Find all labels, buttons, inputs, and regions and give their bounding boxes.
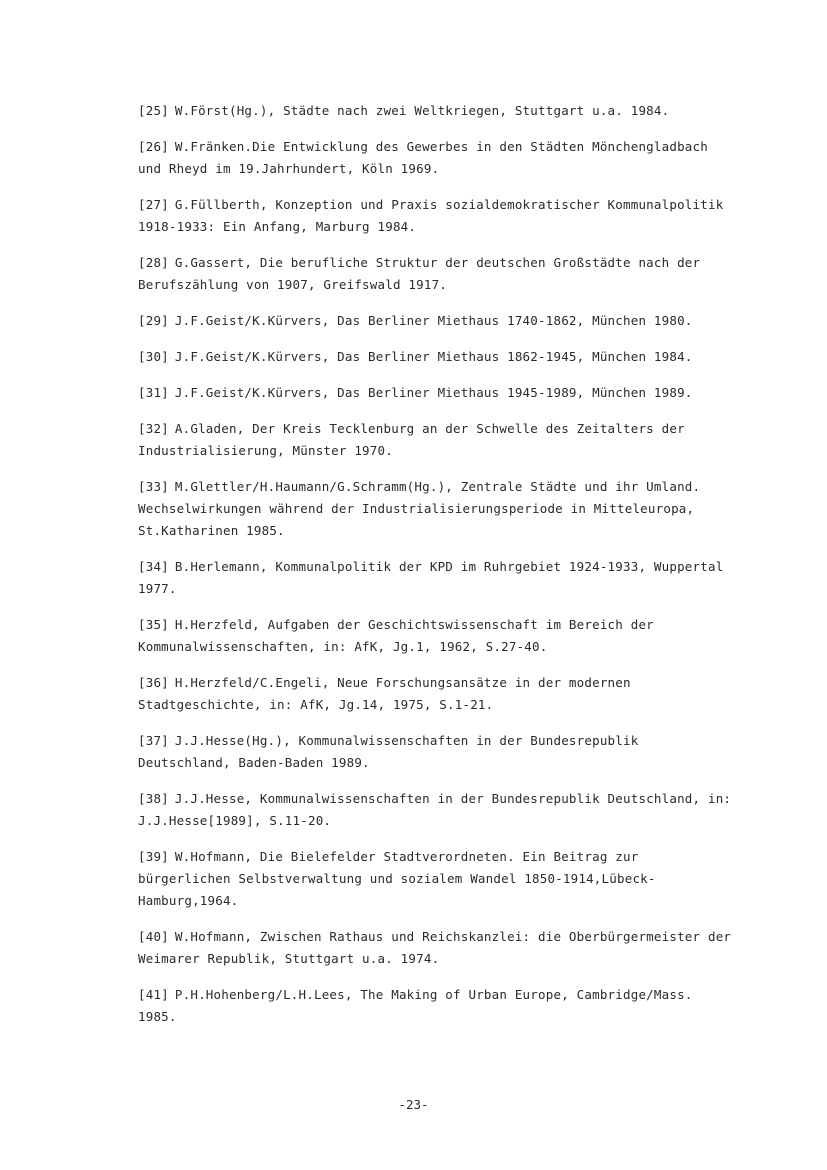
reference-number: [26] bbox=[138, 139, 169, 154]
reference-number: [41] bbox=[138, 987, 169, 1002]
page-number: -23- bbox=[398, 1097, 429, 1112]
reference-number: [25] bbox=[138, 103, 169, 118]
reference-text: J.F.Geist/K.Kürvers, Das Berliner Miethaus 1862-1945, München 1984. bbox=[174, 349, 693, 364]
reference-entry bbox=[138, 252, 738, 296]
reference-number: [28] bbox=[138, 255, 169, 270]
reference-text: H.Herzfeld/C.Engeli, Neue Forschungsansätze in der modernen Stadtgeschichte, in: AfK, Jg.14, 1975, S.1-21. bbox=[138, 675, 631, 712]
reference-entry bbox=[138, 614, 738, 658]
reference-text: G.Füllberth, Konzeption und Praxis sozialdemokratischer Kommunalpolitik 1918-1933: Ein Anfang, Marburg 1984. bbox=[138, 197, 724, 234]
reference-text: M.Glettler/H.Haumann/G.Schramm(Hg.), Zentrale Städte und ihr Umland. Wechselwirkungen während der Industrialisierungsperiode in Mitteleuropa, St.Katharinen 1985. bbox=[138, 479, 701, 538]
reference-text: J.J.Hesse, Kommunalwissenschaften in der Bundesrepublik Deutschland, in: J.J.Hesse[1989], S.11-20. bbox=[138, 791, 732, 828]
reference-number: [38] bbox=[138, 791, 169, 806]
reference-text: A.Gladen, Der Kreis Tecklenburg an der Schwelle des Zeitalters der Industrialisierung, Münster 1970. bbox=[138, 421, 685, 458]
reference-number: [27] bbox=[138, 197, 169, 212]
reference-entry bbox=[138, 346, 738, 368]
reference-entry bbox=[138, 926, 738, 970]
reference-text: W.Fränken.Die Entwicklung des Gewerbes in den Städten Mönchengladbach und Rheyd im 19.Jahrhundert, Köln 1969. bbox=[138, 139, 708, 176]
reference-number: [30] bbox=[138, 349, 169, 364]
reference-text: P.H.Hohenberg/L.H.Lees, The Making of Urban Europe, Cambridge/Mass. 1985. bbox=[138, 987, 693, 1024]
reference-number: [32] bbox=[138, 421, 169, 436]
reference-number: [35] bbox=[138, 617, 169, 632]
reference-entry bbox=[138, 984, 738, 1028]
reference-number: [40] bbox=[138, 929, 169, 944]
reference-text: W.Hofmann, Zwischen Rathaus und Reichskanzlei: die Oberbürgermeister der Weimarer Republik, Stuttgart u.a. 1974. bbox=[138, 929, 732, 966]
reference-entry bbox=[138, 310, 738, 332]
reference-text: W.Först(Hg.), Städte nach zwei Weltkriegen, Stuttgart u.a. 1984. bbox=[174, 103, 670, 118]
reference-number: [34] bbox=[138, 559, 169, 574]
reference-entry bbox=[138, 788, 738, 832]
reference-text: J.F.Geist/K.Kürvers, Das Berliner Miethaus 1740-1862, München 1980. bbox=[174, 313, 693, 328]
reference-text: G.Gassert, Die berufliche Struktur der deutschen Großstädte nach der Berufszählung von 1907, Greifswald 1917. bbox=[138, 255, 701, 292]
reference-text: H.Herzfeld, Aufgaben der Geschichtswissenschaft im Bereich der Kommunalwissenschaften, in: AfK, Jg.1, 1962, S.27-40. bbox=[138, 617, 654, 654]
reference-entry bbox=[138, 730, 738, 774]
reference-text: W.Hofmann, Die Bielefelder Stadtverordneten. Ein Beitrag zur bürgerlichen Selbstverwaltung und sozialem Wandel 1850-1914,Lübeck-Hamburg,1964. bbox=[138, 849, 656, 908]
reference-number: [39] bbox=[138, 849, 169, 864]
reference-entry bbox=[138, 382, 738, 404]
reference-entry bbox=[138, 476, 738, 542]
reference-entry bbox=[138, 418, 738, 462]
reference-number: [31] bbox=[138, 385, 169, 400]
reference-number: [29] bbox=[138, 313, 169, 328]
reference-text: J.J.Hesse(Hg.), Kommunalwissenschaften in der Bundesrepublik Deutschland, Baden-Baden 1989. bbox=[138, 733, 639, 770]
reference-number: [33] bbox=[138, 479, 169, 494]
reference-list bbox=[138, 100, 738, 1042]
reference-number: [36] bbox=[138, 675, 169, 690]
reference-entry bbox=[138, 194, 738, 238]
reference-entry bbox=[138, 136, 738, 180]
reference-number: [37] bbox=[138, 733, 169, 748]
reference-entry bbox=[138, 846, 738, 912]
reference-text: B.Herlemann, Kommunalpolitik der KPD im Ruhrgebiet 1924-1933, Wuppertal 1977. bbox=[138, 559, 724, 596]
reference-entry bbox=[138, 672, 738, 716]
reference-text: J.F.Geist/K.Kürvers, Das Berliner Miethaus 1945-1989, München 1989. bbox=[174, 385, 693, 400]
reference-entry bbox=[138, 556, 738, 600]
reference-entry bbox=[138, 100, 738, 122]
